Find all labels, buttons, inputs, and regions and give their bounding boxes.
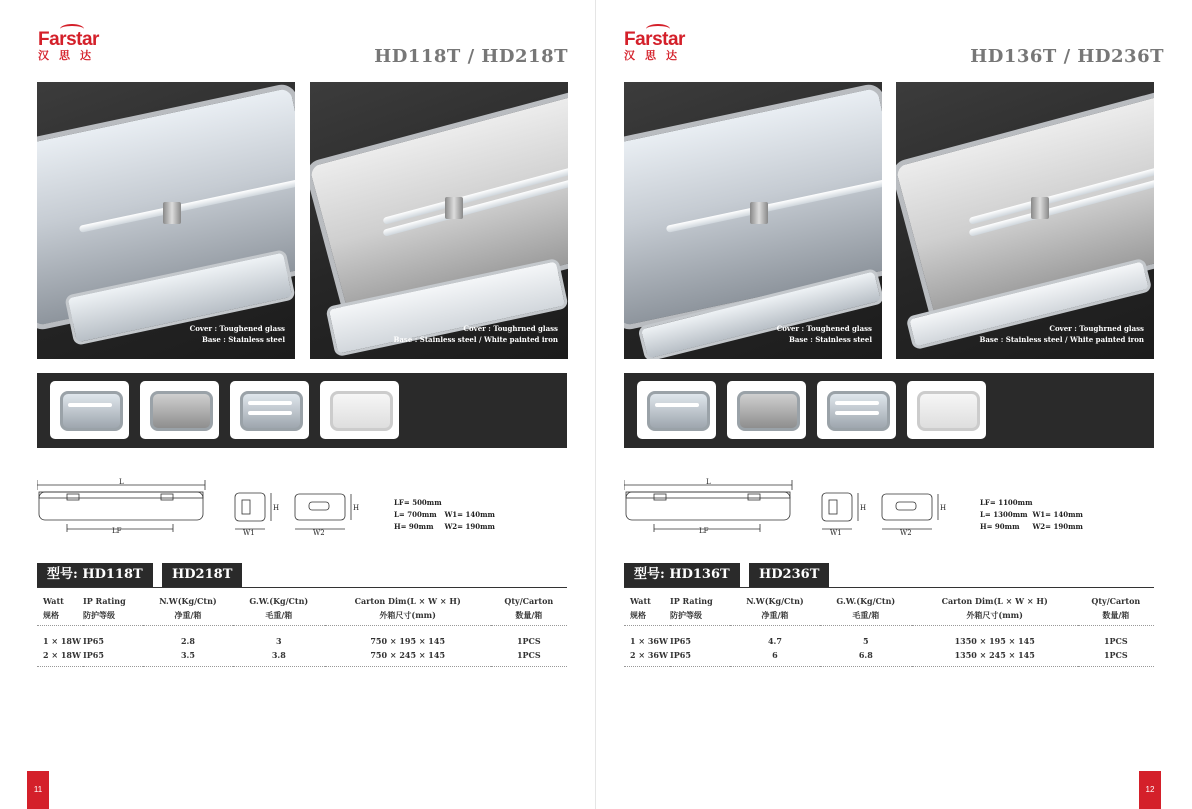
stainless-clip	[750, 202, 768, 224]
photo-caption: Cover : Toughrned glass Base : Stainless steel / White painted iron	[393, 324, 558, 344]
dim-LF-label: LF	[699, 527, 709, 535]
spec-table	[37, 594, 567, 667]
thumbnail-single-tube[interactable]	[50, 381, 129, 439]
brand-name-cn: 汉思达	[38, 49, 101, 62]
header-cell: 数量/箱	[491, 608, 567, 626]
header-cell: IP Rating	[670, 596, 713, 606]
dimension-specs	[394, 497, 495, 533]
brand-name-cn: 汉思达	[624, 49, 687, 62]
brand-logo	[38, 30, 101, 62]
table-row: 2 × 36W IP65 6 6.8 1350 × 245 × 145 1PCS	[624, 648, 1154, 667]
brand-logo	[624, 30, 687, 62]
table-row: 1 × 36W IP65 4.7 5 1350 × 195 × 145 1PCS	[630, 636, 1128, 646]
header-cell: G.W.(Kg/Ctn)	[836, 596, 896, 606]
spec-W1: W1= 140mm	[444, 510, 495, 519]
header-cell: N.W(Kg/Ctn)	[746, 596, 804, 606]
dim-W1-label: W1	[830, 529, 842, 536]
spec-L: L= 700mm	[394, 510, 437, 519]
dim-W2-label: W2	[313, 529, 325, 536]
thumbnail-white-base[interactable]	[907, 381, 986, 439]
table-header-cn	[624, 608, 1154, 626]
header-cell: 净重/箱	[143, 608, 233, 626]
header-cell: 毛重/箱	[820, 608, 912, 626]
page-number: 11	[27, 771, 49, 809]
header-cell: Qty/Carton	[1091, 596, 1141, 606]
dim-W1-label: W1	[243, 529, 255, 536]
table-header-en	[37, 594, 567, 608]
spec-W2: W2= 190mm	[444, 522, 495, 531]
photo-caption: Cover : Toughened glass Base : Stainless steel	[776, 324, 872, 344]
header-cell: Qty/Carton	[504, 596, 554, 606]
header-cell: 毛重/箱	[233, 608, 325, 626]
header-cell: N.W(Kg/Ctn)	[159, 596, 217, 606]
thumbnail-clip-detail[interactable]	[140, 381, 219, 439]
header-cell: IP Rating	[83, 596, 126, 606]
product-photo-glass-cover	[624, 82, 882, 359]
tab-model-1[interactable]: 型号: HD136T	[624, 563, 740, 587]
dim-H-label: H	[940, 504, 947, 512]
dim-H-label: H	[860, 504, 867, 512]
spec-LF: LF= 1100mm	[980, 498, 1033, 507]
spec-H: H= 90mm	[980, 522, 1020, 531]
photo-caption: Cover : Toughened glass Base : Stainless steel	[189, 324, 285, 344]
header-cell: Watt	[43, 596, 64, 606]
stainless-clip	[445, 197, 463, 219]
thumbnail-double-tube[interactable]	[230, 381, 309, 439]
thumbnail-strip	[624, 373, 1154, 448]
header-cell: G.W.(Kg/Ctn)	[249, 596, 309, 606]
product-photo-glass-cover	[37, 82, 295, 359]
stainless-clip	[1031, 197, 1049, 219]
tab-model-2[interactable]: HD236T	[749, 563, 829, 587]
table-header-en	[624, 594, 1154, 608]
dim-W2-label: W2	[900, 529, 912, 536]
table-row: 1 × 18W IP65 2.8 3 750 × 195 × 145 1PCS	[43, 636, 541, 646]
model-tabs	[624, 561, 1154, 588]
dimension-drawing	[37, 476, 417, 536]
thumbnail-strip	[37, 373, 567, 448]
header-cell: 防护等级	[83, 608, 143, 626]
table-row: 2 × 18W IP65 3.5 3.8 750 × 245 × 145 1PCS	[37, 648, 567, 667]
tab-model-1[interactable]: 型号: HD118T	[37, 563, 153, 587]
brand-name-en: Farstar	[38, 30, 101, 49]
page-number: 12	[1139, 771, 1161, 809]
header-cell: 规格	[624, 608, 670, 626]
dimension-drawing	[624, 476, 1004, 536]
catalog-page-right	[596, 0, 1192, 809]
thumbnail-white-base[interactable]	[320, 381, 399, 439]
dim-H-label: H	[353, 504, 360, 512]
thumbnail-single-tube[interactable]	[637, 381, 716, 439]
model-tabs	[37, 561, 567, 588]
dim-L-label: L	[706, 478, 711, 486]
header-cell: 防护等级	[670, 608, 730, 626]
thumbnail-double-tube[interactable]	[817, 381, 896, 439]
spec-LF: LF= 500mm	[394, 498, 442, 507]
spec-W1: W1= 140mm	[1032, 510, 1083, 519]
spec-H: H= 90mm	[394, 522, 434, 531]
stainless-clip	[163, 202, 181, 224]
thumbnail-clip-detail[interactable]	[727, 381, 806, 439]
header-cell: Carton Dim(L × W × H)	[354, 596, 461, 606]
header-cell: 数量/箱	[1078, 608, 1154, 626]
tab-model-2[interactable]: HD218T	[162, 563, 242, 587]
spec-W2: W2= 190mm	[1032, 522, 1083, 531]
header-cell: Carton Dim(L × W × H)	[941, 596, 1048, 606]
table-header-cn	[37, 608, 567, 626]
product-photo-painted-base	[310, 82, 568, 359]
header-cell: 净重/箱	[730, 608, 820, 626]
spec-table	[624, 594, 1154, 667]
photo-caption: Cover : Toughrned glass Base : Stainless steel / White painted iron	[979, 324, 1144, 344]
header-cell: Watt	[630, 596, 651, 606]
header-cell: 外箱尺寸(mm)	[325, 608, 491, 626]
spec-L: L= 1300mm	[980, 510, 1028, 519]
dim-H-label: H	[273, 504, 280, 512]
dim-LF-label: LF	[112, 527, 122, 535]
dimension-specs	[980, 497, 1083, 533]
model-title: HD118T / HD218T	[374, 46, 568, 67]
brand-name-en: Farstar	[624, 30, 687, 49]
header-cell: 规格	[37, 608, 83, 626]
product-photo-painted-base	[896, 82, 1154, 359]
model-title: HD136T / HD236T	[970, 46, 1164, 67]
header-cell: 外箱尺寸(mm)	[912, 608, 1078, 626]
dim-L-label: L	[119, 478, 124, 486]
